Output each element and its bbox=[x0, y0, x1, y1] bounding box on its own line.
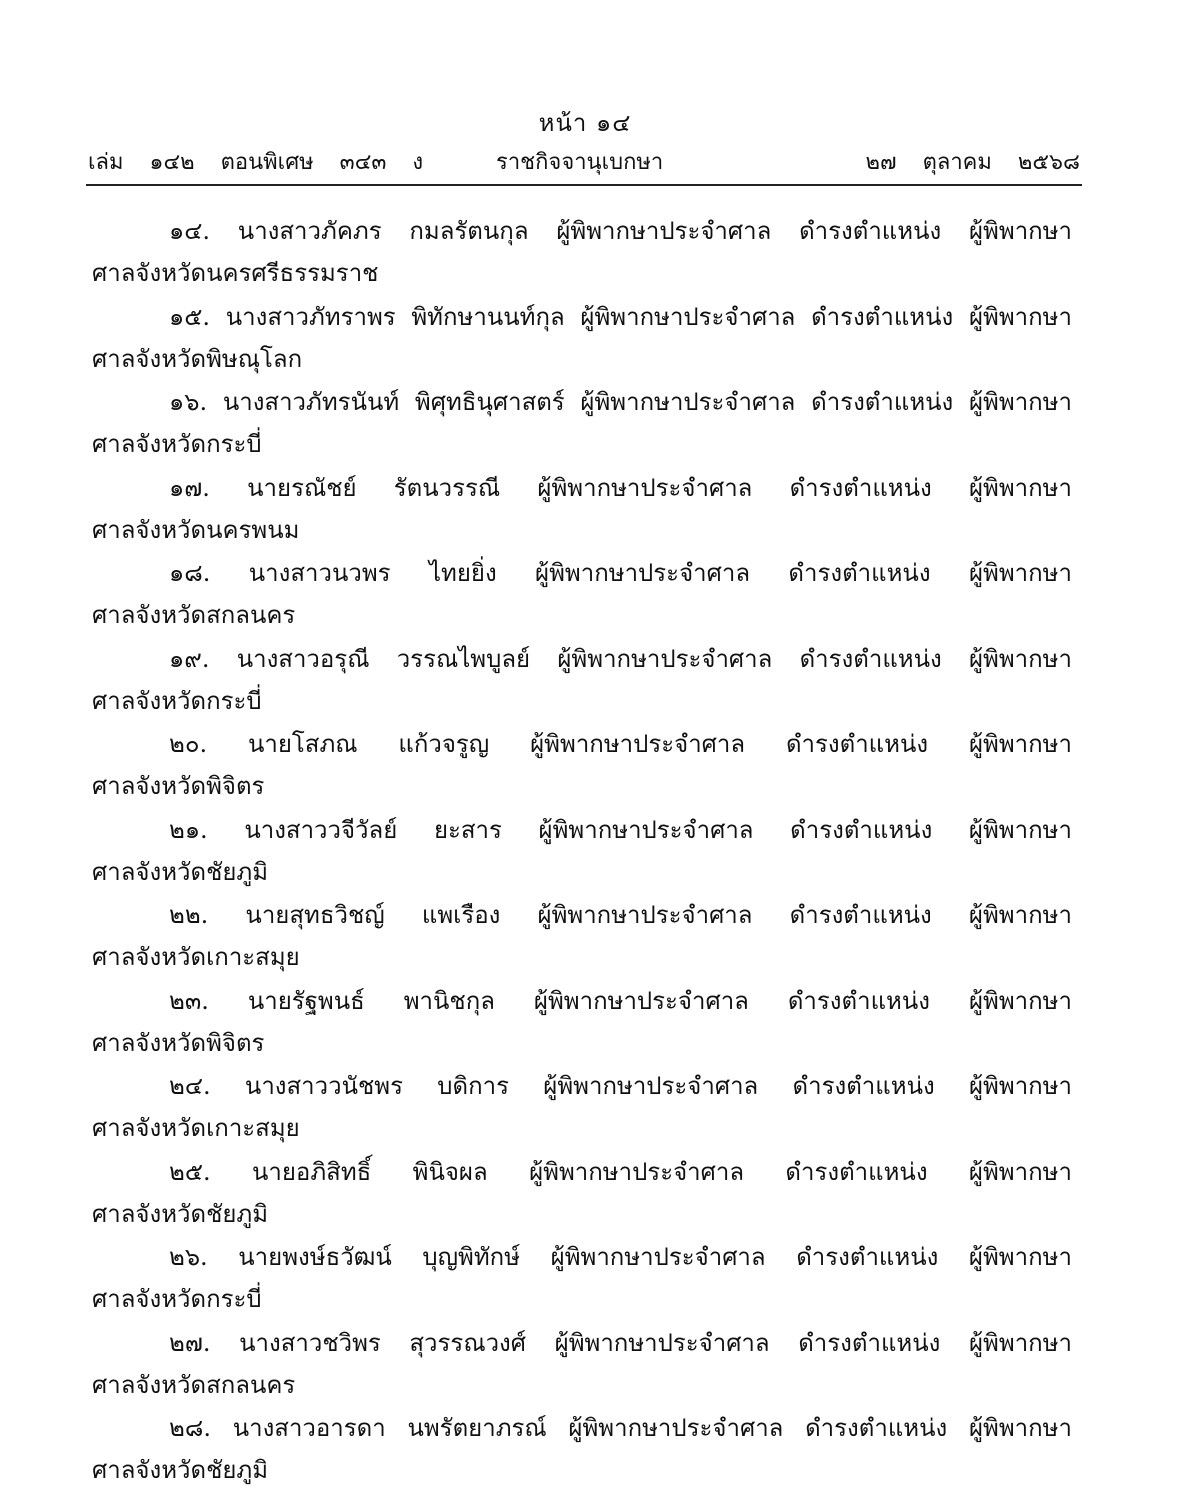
entry-surname: วรรณไพบูลย์ bbox=[396, 644, 531, 673]
list-item bbox=[92, 1407, 1072, 1493]
entry-from-position: ผู้พิพากษาประจำศาล bbox=[535, 559, 751, 587]
header-date bbox=[866, 147, 1080, 179]
entry-name: นายรณัชย์ bbox=[247, 473, 357, 502]
entry-action: ดำรงตำแหน่ง bbox=[796, 1243, 939, 1271]
publication-name: ราชกิจจานุเบกษา bbox=[496, 150, 664, 175]
volume-label: เล่ม bbox=[88, 150, 124, 175]
entry-surname: พิศุทธินุศาสตร์ bbox=[414, 388, 565, 416]
entry-name: นายอภิสิทธิ์ bbox=[251, 1157, 372, 1186]
entry-line bbox=[92, 809, 1072, 851]
date-month: ตุลาคม bbox=[922, 150, 992, 175]
entry-line bbox=[92, 210, 1072, 252]
header-volume-info bbox=[88, 147, 423, 179]
volume-number: ๑๔๒ bbox=[149, 150, 195, 175]
entry-from-position: ผู้พิพากษาประจำศาล bbox=[557, 644, 773, 673]
entry-name: นางสาวอรุณี bbox=[236, 644, 370, 673]
entry-action: ดำรงตำแหน่ง bbox=[787, 986, 930, 1015]
entry-surname: บดิการ bbox=[437, 1072, 509, 1100]
entry-to-position: ผู้พิพากษา bbox=[968, 986, 1072, 1015]
entry-surname: พิทักษานนท์กุล bbox=[411, 302, 565, 331]
gazette-header bbox=[88, 147, 1080, 179]
entry-name: นางสาวภัทราพร bbox=[225, 302, 396, 331]
entry-name: นางสาวนวพร bbox=[248, 559, 391, 587]
entry-court: ศาลจังหวัดชัยภูมิ bbox=[92, 1456, 269, 1484]
entry-name: นางสาววนัชพร bbox=[244, 1072, 403, 1100]
list-item bbox=[92, 467, 1072, 553]
list-item bbox=[92, 1322, 1072, 1408]
entry-line bbox=[92, 552, 1072, 594]
entry-court: ศาลจังหวัดนครพนม bbox=[92, 515, 300, 544]
entry-line bbox=[92, 980, 1072, 1022]
list-item bbox=[92, 980, 1072, 1066]
entry-number: ๒๑. bbox=[169, 815, 208, 844]
entry-to-position: ผู้พิพากษา bbox=[968, 217, 1072, 245]
entry-surname: สุวรรณวงศ์ bbox=[409, 1328, 527, 1357]
entry-surname: แพเรือง bbox=[421, 901, 501, 929]
entry-action: ดำรงตำแหน่ง bbox=[799, 644, 942, 673]
entry-surname: กมลรัตนกุล bbox=[409, 217, 529, 245]
entry-surname: แก้วจรูญ bbox=[398, 730, 490, 758]
entry-surname: พานิชกุล bbox=[403, 986, 495, 1015]
entry-line bbox=[92, 1322, 1072, 1364]
entry-action: ดำรงตำแหน่ง bbox=[811, 388, 954, 416]
list-item bbox=[92, 552, 1072, 638]
entry-number: ๑๗. bbox=[169, 473, 210, 502]
entry-to-position: ผู้พิพากษา bbox=[968, 1243, 1072, 1271]
entry-to-position: ผู้พิพากษา bbox=[968, 473, 1072, 502]
entry-action: ดำรงตำแหน่ง bbox=[798, 1328, 941, 1357]
entry-surname: นพรัตยาภรณ์ bbox=[407, 1414, 547, 1442]
list-item bbox=[92, 1236, 1072, 1322]
entry-number: ๒๕. bbox=[169, 1157, 211, 1186]
list-item bbox=[92, 638, 1072, 724]
date-year: ๒๕๖๘ bbox=[1017, 150, 1080, 175]
entry-to-position: ผู้พิพากษา bbox=[968, 815, 1072, 844]
entry-surname: ไทยยิ่ง bbox=[428, 559, 497, 587]
entry-name: นายพงษ์ธวัฒน์ bbox=[238, 1243, 392, 1271]
entry-line bbox=[92, 894, 1072, 936]
entry-name: นางสาวภัคภร bbox=[237, 217, 382, 245]
entry-to-position: ผู้พิพากษา bbox=[968, 559, 1072, 587]
list-item bbox=[92, 809, 1072, 895]
entry-from-position: ผู้พิพากษาประจำศาล bbox=[537, 473, 753, 502]
entry-number: ๒๔. bbox=[169, 1072, 211, 1100]
date-day: ๒๗ bbox=[865, 150, 897, 175]
appointment-list bbox=[92, 210, 1072, 1493]
entry-to-position: ผู้พิพากษา bbox=[968, 1414, 1072, 1442]
entry-action: ดำรงตำแหน่ง bbox=[799, 217, 942, 245]
entry-name: นางสาวภัทรนันท์ bbox=[222, 388, 400, 416]
list-item bbox=[92, 1151, 1072, 1237]
entry-from-position: ผู้พิพากษาประจำศาล bbox=[530, 730, 746, 758]
entry-from-position: ผู้พิพากษาประจำศาล bbox=[554, 1328, 770, 1357]
entry-from-position: ผู้พิพากษาประจำศาล bbox=[543, 1072, 759, 1100]
entry-court: ศาลจังหวัดสกลนคร bbox=[92, 601, 296, 629]
entry-number: ๒๗. bbox=[169, 1328, 211, 1357]
entry-from-position: ผู้พิพากษาประจำศาล bbox=[580, 388, 796, 416]
entry-to-position: ผู้พิพากษา bbox=[968, 388, 1072, 416]
list-item bbox=[92, 296, 1072, 382]
entry-number: ๑๘. bbox=[169, 559, 211, 587]
entry-court: ศาลจังหวัดเกาะสมุย bbox=[92, 943, 300, 971]
entry-number: ๒๘. bbox=[169, 1414, 211, 1442]
entry-action: ดำรงตำแหน่ง bbox=[789, 473, 932, 502]
entry-number: ๑๙. bbox=[169, 644, 210, 673]
entry-name: นางสาววจีวัลย์ bbox=[244, 815, 398, 844]
entry-name: นางสาวชวิพร bbox=[239, 1328, 381, 1357]
entry-court: ศาลจังหวัดพิษณุโลก bbox=[92, 344, 303, 373]
entry-number: ๑๔. bbox=[169, 217, 211, 245]
entry-court: ศาลจังหวัดชัยภูมิ bbox=[92, 857, 269, 886]
list-item bbox=[92, 210, 1072, 296]
entry-from-position: ผู้พิพากษาประจำศาล bbox=[580, 302, 796, 331]
entry-court: ศาลจังหวัดกระบี่ bbox=[92, 430, 262, 458]
entry-from-position: ผู้พิพากษาประจำศาล bbox=[538, 815, 754, 844]
entry-number: ๑๖. bbox=[169, 388, 208, 416]
entry-line bbox=[92, 296, 1072, 338]
entry-line bbox=[92, 381, 1072, 423]
entry-line bbox=[92, 1151, 1072, 1193]
list-item bbox=[92, 381, 1072, 467]
entry-court: ศาลจังหวัดชัยภูมิ bbox=[92, 1199, 269, 1228]
entry-to-position: ผู้พิพากษา bbox=[968, 730, 1072, 758]
entry-line bbox=[92, 467, 1072, 509]
entry-action: ดำรงตำแหน่ง bbox=[785, 730, 929, 758]
entry-number: ๒๐. bbox=[169, 730, 208, 758]
entry-to-position: ผู้พิพากษา bbox=[968, 901, 1072, 929]
entry-court: ศาลจังหวัดกระบี่ bbox=[92, 686, 262, 715]
entry-to-position: ผู้พิพากษา bbox=[968, 1157, 1072, 1186]
entry-action: ดำรงตำแหน่ง bbox=[785, 1157, 928, 1186]
entry-to-position: ผู้พิพากษา bbox=[968, 644, 1072, 673]
entry-line bbox=[92, 638, 1072, 680]
entry-action: ดำรงตำแหน่ง bbox=[805, 1414, 948, 1442]
entry-from-position: ผู้พิพากษาประจำศาล bbox=[533, 986, 749, 1015]
header-divider bbox=[86, 184, 1082, 186]
entry-name: นางสาวอารดา bbox=[232, 1414, 386, 1442]
entry-action: ดำรงตำแหน่ง bbox=[792, 1072, 935, 1100]
entry-name: นายรัฐพนธ์ bbox=[247, 986, 365, 1015]
entry-surname: รัตนวรรณี bbox=[393, 473, 501, 502]
entry-to-position: ผู้พิพากษา bbox=[968, 302, 1072, 331]
entry-action: ดำรงตำแหน่ง bbox=[790, 815, 933, 844]
entry-number: ๒๖. bbox=[169, 1243, 208, 1271]
entry-court: ศาลจังหวัดสกลนคร bbox=[92, 1370, 296, 1399]
page-number: หน้า ๑๔ bbox=[538, 109, 632, 137]
issue-label: ตอนพิเศษ bbox=[220, 150, 314, 175]
list-item bbox=[92, 723, 1072, 809]
entry-action: ดำรงตำแหน่ง bbox=[788, 559, 931, 587]
entry-to-position: ผู้พิพากษา bbox=[968, 1328, 1072, 1357]
issue-number: ๓๔๓ bbox=[339, 150, 387, 175]
entry-to-position: ผู้พิพากษา bbox=[968, 1072, 1072, 1100]
entry-line bbox=[92, 723, 1072, 765]
entry-line bbox=[92, 1407, 1072, 1449]
entry-number: ๒๓. bbox=[169, 986, 209, 1015]
entry-name: นายสุทธวิชญ์ bbox=[245, 901, 385, 929]
list-item bbox=[92, 894, 1072, 980]
entry-line bbox=[92, 1236, 1072, 1278]
entry-from-position: ผู้พิพากษาประจำศาล bbox=[537, 901, 753, 929]
entry-action: ดำรงตำแหน่ง bbox=[811, 302, 954, 331]
entry-number: ๒๒. bbox=[169, 901, 209, 929]
entry-name: นายโสภณ bbox=[247, 730, 358, 758]
entry-from-position: ผู้พิพากษาประจำศาล bbox=[556, 217, 772, 245]
entry-surname: พินิจผล bbox=[412, 1157, 488, 1186]
entry-court: ศาลจังหวัดนครศรีธรรมราช bbox=[92, 259, 379, 287]
entry-from-position: ผู้พิพากษาประจำศาล bbox=[568, 1414, 784, 1442]
entry-court: ศาลจังหวัดพิจิตร bbox=[92, 772, 265, 800]
entry-from-position: ผู้พิพากษาประจำศาล bbox=[529, 1157, 745, 1186]
entry-action: ดำรงตำแหน่ง bbox=[789, 901, 932, 929]
entry-surname: ยะสาร bbox=[433, 815, 502, 844]
section-letter: ง bbox=[412, 150, 424, 175]
entry-surname: บุญพิทักษ์ bbox=[422, 1243, 521, 1271]
entry-court: ศาลจังหวัดกระบี่ bbox=[92, 1285, 262, 1313]
entry-from-position: ผู้พิพากษาประจำศาล bbox=[550, 1243, 766, 1271]
entry-court: ศาลจังหวัดเกาะสมุย bbox=[92, 1114, 300, 1142]
entry-number: ๑๕. bbox=[169, 302, 211, 331]
entry-line bbox=[92, 1065, 1072, 1107]
list-item bbox=[92, 1065, 1072, 1151]
entry-court: ศาลจังหวัดพิจิตร bbox=[92, 1028, 265, 1057]
